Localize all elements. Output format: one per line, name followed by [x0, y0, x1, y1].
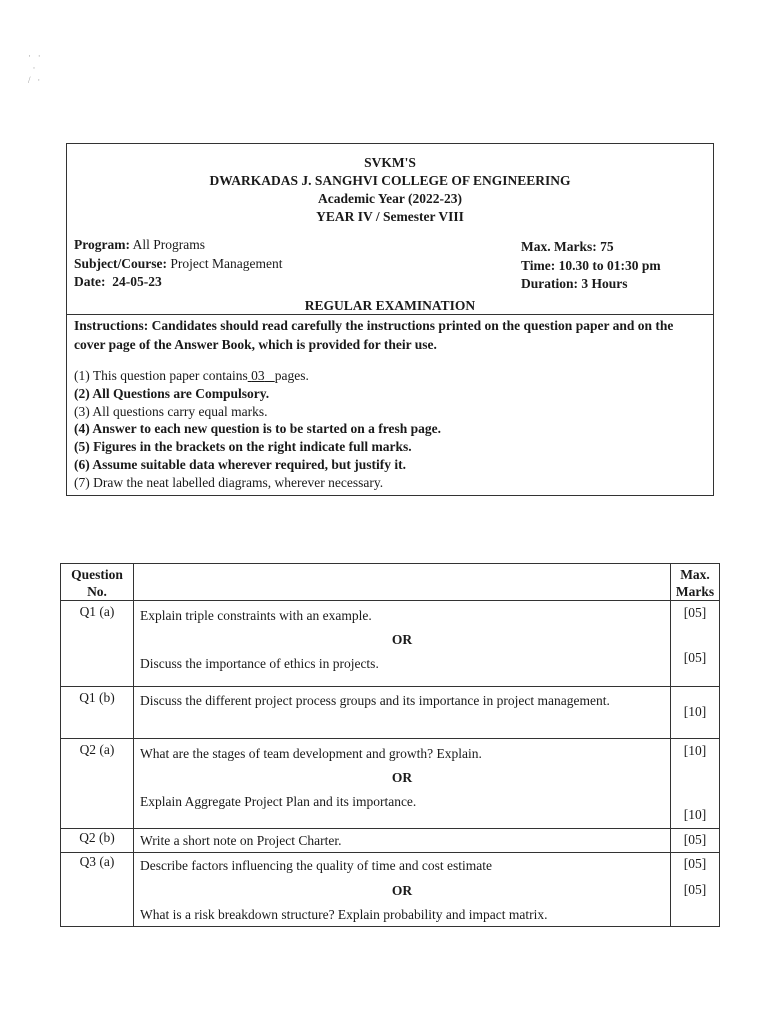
question-text: Write a short note on Project Charter. [140, 833, 342, 848]
table-row [61, 829, 720, 853]
subject-line [74, 255, 282, 274]
marks-value: [05] [683, 605, 707, 620]
or-label: OR [391, 883, 413, 898]
or-label: OR [391, 632, 413, 647]
marks-cell [671, 829, 720, 853]
program-label: Program: [74, 237, 130, 252]
subject-value: Project Management [170, 255, 283, 271]
meta-left [74, 236, 282, 292]
exam-header-box [66, 143, 714, 496]
date-line [74, 273, 282, 292]
question-number: Q2 (a) [61, 739, 134, 829]
instructions: Instructions: Candidates should read carefully the instructions printed on the question paper and on the cover page of the Answer Book, which is provided for their use. [74, 318, 674, 352]
question-number: Q1 (b) [61, 687, 134, 739]
college-name: DWARKADAS J. SANGHVI COLLEGE OF ENGINEERING [209, 173, 571, 188]
table-header-row [61, 564, 720, 601]
header-question [134, 564, 671, 601]
rule-7: (7) Draw the neat labelled diagrams, wherever necessary. [74, 474, 384, 490]
marks-value: [10] [683, 704, 707, 719]
rule-3: (3) All questions carry equal marks. [74, 403, 268, 419]
marks-cell [671, 739, 720, 829]
question-text-alt: Explain Aggregate Project Plan and its importance. [140, 794, 417, 809]
question-text: Explain triple constraints with an example. [140, 608, 372, 623]
page-count: 03 [251, 368, 265, 383]
org-name: SVKM'S [364, 155, 416, 170]
date-value: 24-05-23 [112, 274, 162, 289]
instruction-list [74, 367, 441, 492]
header-max-marks: Max. Marks [671, 564, 720, 601]
divider [67, 314, 713, 315]
table-row [61, 601, 720, 687]
question-cell [134, 601, 671, 687]
question-text: What are the stages of team development and growth? Explain. [140, 746, 482, 761]
meta-right [521, 238, 661, 294]
rule-5: (5) Figures in the brackets on the right indicate full marks. [74, 439, 412, 455]
marks-value: [10] [683, 743, 707, 758]
question-number: Q3 (a) [61, 853, 134, 927]
table-row [61, 739, 720, 829]
marks-value-alt: [05] [683, 882, 707, 897]
question-text: Describe factors influencing the quality of time and cost estimate [140, 858, 493, 873]
question-cell [134, 829, 671, 853]
question-number: Q1 (a) [61, 601, 134, 687]
marks-value-alt: [10] [683, 807, 707, 822]
rule-4: (4) Answer to each new question is to be started on a fresh page. [74, 421, 441, 437]
date-label: Date: [74, 274, 106, 289]
question-cell [134, 739, 671, 829]
question-text-alt: What is a risk breakdown structure? Explain probability and impact matrix. [140, 907, 548, 922]
question-text-alt: Discuss the importance of ethics in projects. [140, 656, 379, 671]
max-marks: Max. Marks: 75 [521, 239, 614, 254]
program-value: All Programs [132, 237, 205, 252]
rule-2: (2) All Questions are Compulsory. [74, 385, 270, 401]
or-label: OR [391, 770, 413, 785]
question-text: Discuss the different project process groups and its importance in project management. [140, 693, 610, 708]
question-cell [134, 853, 671, 927]
exam-type: REGULAR EXAMINATION [304, 298, 476, 313]
marks-cell [671, 853, 720, 927]
question-table [60, 563, 720, 927]
marks-value: [05] [683, 856, 707, 871]
table-row [61, 687, 720, 739]
year-semester: YEAR IV / Semester VIII [316, 209, 464, 224]
rule-1: (1) This question paper contains 03 pages. [74, 368, 309, 383]
academic-year: Academic Year (2022-23) [318, 191, 462, 206]
exam-duration: Duration: 3 Hours [521, 276, 628, 291]
table-row [61, 853, 720, 927]
question-cell [134, 687, 671, 739]
scan-specks: · · · / · [28, 51, 41, 85]
program-line [74, 236, 282, 255]
header-question-no: Question No. [61, 564, 134, 601]
marks-value-alt: [05] [683, 650, 707, 665]
rule-6: (6) Assume suitable data wherever required, but justify it. [74, 456, 407, 472]
institution-title [67, 154, 713, 226]
marks-cell [671, 687, 720, 739]
subject-label: Subject/Course: [74, 255, 167, 271]
exam-time: Time: 10.30 to 01:30 pm [521, 257, 661, 273]
question-number: Q2 (b) [61, 829, 134, 853]
marks-value: [05] [683, 832, 707, 847]
marks-cell [671, 601, 720, 687]
